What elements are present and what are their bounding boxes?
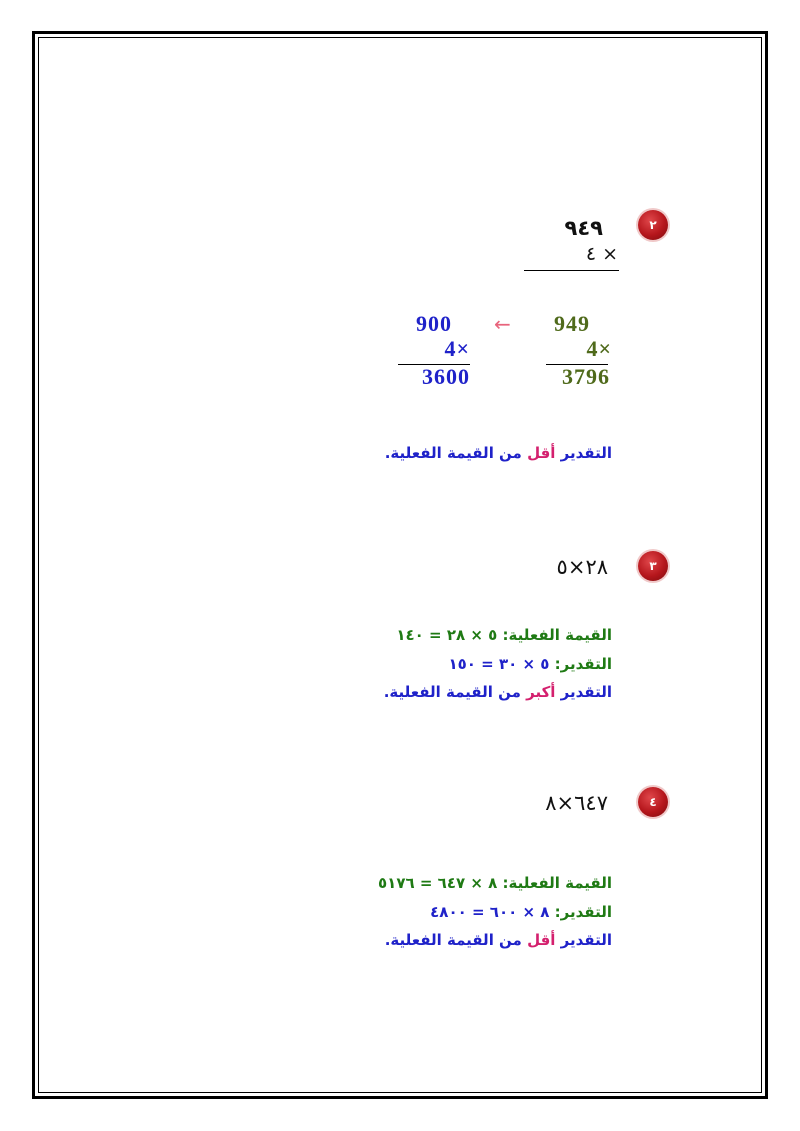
conclusion-line	[384, 683, 612, 701]
actual-value-line	[396, 626, 612, 644]
problem-number-badge	[638, 787, 668, 817]
estimate-multiplier: 4×	[444, 336, 470, 361]
left-arrow-icon: ←	[494, 312, 511, 336]
conclusion-rest: من القيمة الفعلية.	[383, 683, 521, 701]
vertical-multiplicand: ٩٤٩	[564, 216, 603, 240]
problem-expression: ٦٤٧×٨	[545, 791, 608, 815]
vertical-multiplier: ٤ ×	[585, 243, 618, 265]
problem-number-badge	[638, 210, 668, 240]
estimate-expression: ٥ × ٣٠ = ١٥٠	[448, 655, 550, 673]
conclusion-line	[385, 444, 612, 462]
actual-result: 3796	[562, 364, 610, 389]
estimate-line	[430, 903, 612, 921]
estimate-label: التقدير:	[554, 655, 612, 673]
actual-expression: ٨ × ٦٤٧ = ٥١٧٦	[378, 874, 498, 892]
estimate-result: 3600	[422, 364, 470, 389]
conclusion-key: أقل	[527, 444, 556, 462]
conclusion-lead: التقدير	[560, 683, 612, 701]
estimate-expression: ٨ × ٦٠٠ = ٤٨٠٠	[430, 903, 550, 921]
problem-number: ٢	[649, 218, 657, 232]
conclusion-rest: من القيمة الفعلية.	[384, 444, 522, 462]
problem-number-badge	[638, 551, 668, 581]
conclusion-lead: التقدير	[560, 931, 612, 949]
conclusion-line	[385, 931, 612, 949]
conclusion-rest: من القيمة الفعلية.	[384, 931, 522, 949]
actual-expression: ٥ × ٢٨ = ١٤٠	[396, 626, 498, 644]
estimate-multiplicand: 900	[416, 311, 452, 336]
conclusion-lead: التقدير	[560, 444, 612, 462]
actual-multiplicand: 949	[554, 311, 590, 336]
actual-multiplier: 4×	[586, 336, 612, 361]
conclusion-key: أقل	[527, 931, 556, 949]
actual-label: القيمة الفعلية:	[502, 874, 612, 892]
actual-value-line	[378, 874, 612, 892]
actual-label: القيمة الفعلية:	[502, 626, 612, 644]
estimate-line	[448, 655, 612, 673]
vertical-sum-line	[524, 270, 619, 271]
problem-expression: ٢٨×٥	[556, 555, 608, 579]
conclusion-key: أكبر	[526, 683, 556, 701]
problem-number: ٣	[649, 559, 657, 573]
estimate-label: التقدير:	[554, 903, 612, 921]
problem-number: ٤	[649, 795, 657, 809]
